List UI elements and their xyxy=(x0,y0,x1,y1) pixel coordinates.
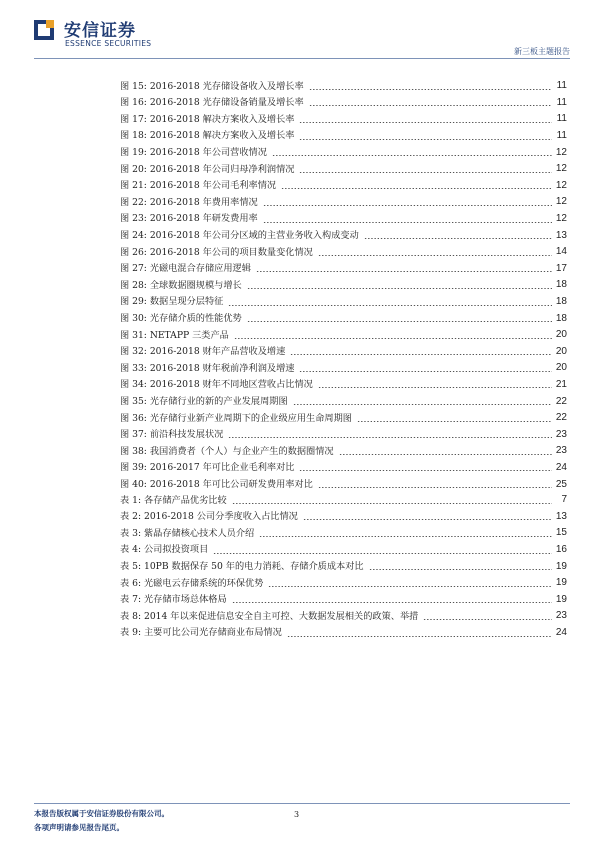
toc-entry-title: 图 40: 2016-2018 年可比公司研发费用率对比 xyxy=(120,478,313,490)
toc-entry-title: 图 20: 2016-2018 年公司归母净利润情况 xyxy=(120,163,295,175)
page-number: 3 xyxy=(294,810,300,819)
toc-entry-page: 22 xyxy=(555,412,567,424)
toc-entry-title: 表 7: 光存储市场总体格局 xyxy=(120,594,227,606)
toc-entry-page: 23 xyxy=(555,428,567,440)
toc-entry-page: 23 xyxy=(555,445,567,457)
dot-leader xyxy=(293,404,552,405)
toc-entry-page: 19 xyxy=(555,593,567,605)
figure-toc-entry[interactable] xyxy=(120,211,567,228)
figure-toc-entry[interactable] xyxy=(120,128,567,145)
table-index xyxy=(120,492,567,641)
toc-entry-title: 图 31: NETAPP 三类产品 xyxy=(120,329,229,341)
figure-toc-entry[interactable] xyxy=(120,443,567,460)
toc-entry-page: 11 xyxy=(556,80,567,92)
figure-toc-entry[interactable] xyxy=(120,277,567,294)
toc-entry-title: 图 38: 我国消费者（个人）与企业产生的数据圈情况 xyxy=(120,445,334,457)
toc-entry-page: 17 xyxy=(555,262,567,274)
toc-entry-title: 图 37: 前沿科技发展状况 xyxy=(120,429,224,441)
toc-entry-title: 图 39: 2016-2017 年可比企业毛利率对比 xyxy=(120,462,295,474)
dot-leader xyxy=(256,271,552,272)
table-toc-entry[interactable] xyxy=(120,608,567,625)
toc-entry-title: 图 32: 2016-2018 财年产品营收及增速 xyxy=(120,346,286,358)
figure-toc-entry[interactable] xyxy=(120,393,567,410)
figure-toc-entry[interactable] xyxy=(120,310,567,327)
toc-entry-page: 24 xyxy=(555,627,567,639)
dot-leader xyxy=(272,155,552,156)
dot-leader xyxy=(318,487,552,488)
copyright-note: 本报告版权属于安信证券股份有限公司。 xyxy=(34,809,169,818)
toc-entry-title: 表 4: 公司拟投资项目 xyxy=(120,544,209,556)
toc-entry-page: 15 xyxy=(555,527,567,539)
toc-entry-page: 11 xyxy=(556,113,567,125)
toc-entry-page: 18 xyxy=(555,312,567,324)
figure-toc-entry[interactable] xyxy=(120,327,567,344)
toc-entry-page: 19 xyxy=(555,560,567,572)
table-toc-entry[interactable] xyxy=(120,575,567,592)
figure-toc-entry[interactable] xyxy=(120,111,567,128)
report-type: 新三板主题报告 xyxy=(514,47,570,56)
toc-entry-page: 13 xyxy=(555,510,567,522)
toc-entry-page: 12 xyxy=(555,163,567,175)
figure-index xyxy=(120,78,567,493)
dot-leader xyxy=(299,122,552,123)
figure-toc-entry[interactable] xyxy=(120,410,567,427)
table-toc-entry[interactable] xyxy=(120,509,567,526)
toc-entry-title: 图 30: 光存储介质的性能优势 xyxy=(120,313,242,324)
figure-toc-entry[interactable] xyxy=(120,426,567,443)
dot-leader xyxy=(299,371,552,372)
table-toc-entry[interactable] xyxy=(120,492,567,509)
toc-entry-title: 图 19: 2016-2018 年公司营收情况 xyxy=(120,147,267,159)
toc-entry-title: 图 22: 2016-2018 年费用率情况 xyxy=(120,196,258,208)
brand-name-en: ESSENCE SECURITIES xyxy=(65,39,152,48)
toc-entry-title: 表 6: 光磁电云存储系统的环保优势 xyxy=(120,577,264,589)
toc-entry-page: 12 xyxy=(555,179,567,191)
figure-toc-entry[interactable] xyxy=(120,460,567,477)
dot-leader xyxy=(232,602,552,603)
toc-entry-page: 12 xyxy=(555,146,567,158)
dot-leader xyxy=(303,519,552,520)
figure-toc-entry[interactable] xyxy=(120,161,567,178)
toc-entry-title: 表 8: 2014 年以来促进信息安全自主可控、大数据发展相关的政策、举措 xyxy=(120,610,419,622)
dot-leader xyxy=(281,188,552,189)
dot-leader xyxy=(299,172,552,173)
dot-leader xyxy=(263,222,552,223)
toc-entry-title: 图 29: 数据呈现分层特征 xyxy=(120,296,224,308)
figure-toc-entry[interactable] xyxy=(120,178,567,195)
dot-leader xyxy=(369,569,552,570)
dot-leader xyxy=(339,454,552,455)
figure-toc-entry[interactable] xyxy=(120,244,567,261)
toc-entry-page: 19 xyxy=(555,577,567,589)
figure-toc-entry[interactable] xyxy=(120,360,567,377)
toc-entry-page: 12 xyxy=(555,213,567,225)
dot-leader xyxy=(357,421,552,422)
toc-entry-page: 20 xyxy=(555,362,567,374)
table-toc-entry[interactable] xyxy=(120,525,567,542)
toc-entry-page: 11 xyxy=(556,96,567,108)
toc-entry-title: 图 21: 2016-2018 年公司毛利率情况 xyxy=(120,180,277,192)
header-divider xyxy=(34,58,570,59)
toc-entry-page: 20 xyxy=(555,345,567,357)
toc-entry-title: 图 24: 2016-2018 年公司分区域的主营业务收入构成变动 xyxy=(120,230,359,242)
dot-leader xyxy=(228,305,552,306)
figure-toc-entry[interactable] xyxy=(120,294,567,311)
dot-leader xyxy=(234,338,552,339)
dot-leader xyxy=(318,387,552,388)
toc-entry-page: 7 xyxy=(561,494,567,506)
dot-leader xyxy=(263,205,552,206)
toc-entry-page: 18 xyxy=(555,279,567,291)
dot-leader xyxy=(259,536,552,537)
figure-toc-entry[interactable] xyxy=(120,78,567,95)
dot-leader xyxy=(299,470,552,471)
table-toc-entry[interactable] xyxy=(120,542,567,559)
toc-entry-title: 图 18: 2016-2018 解决方案收入及增长率 xyxy=(120,130,295,142)
essence-logo-icon xyxy=(34,20,54,40)
toc-entry-page: 24 xyxy=(555,461,567,473)
toc-entry-page: 18 xyxy=(555,296,567,308)
figure-toc-entry[interactable] xyxy=(120,95,567,112)
figure-toc-entry[interactable] xyxy=(120,377,567,394)
toc-entry-title: 图 36: 光存储行业新产业周期下的企业级应用生命周期图 xyxy=(120,412,352,424)
dot-leader xyxy=(228,437,552,438)
toc-entry-page: 21 xyxy=(555,378,567,390)
toc-entry-title: 图 17: 2016-2018 解决方案收入及增长率 xyxy=(120,113,295,125)
dot-leader xyxy=(287,636,552,637)
toc-entry-title: 图 27: 光磁电混合存储应用逻辑 xyxy=(120,263,251,275)
dot-leader xyxy=(247,288,552,289)
dot-leader xyxy=(299,139,552,140)
dot-leader xyxy=(309,105,552,106)
toc-entry-title: 表 3: 紫晶存储核心技术人员介绍 xyxy=(120,527,255,539)
toc-entry-page: 20 xyxy=(555,329,567,341)
toc-entry-title: 表 5: 10PB 数据保存 50 年的电力消耗、存储介质成本对比 xyxy=(120,561,364,573)
figure-toc-entry[interactable] xyxy=(120,476,567,493)
dot-leader xyxy=(247,321,552,322)
footer-divider xyxy=(34,803,570,804)
toc-entry-page: 12 xyxy=(555,196,567,208)
toc-entry-page: 22 xyxy=(555,395,567,407)
toc-entry-title: 图 34: 2016-2018 财年不同地区营收占比情况 xyxy=(120,379,313,391)
figure-toc-entry[interactable] xyxy=(120,261,567,278)
dot-leader xyxy=(318,255,552,256)
page-header xyxy=(0,0,600,60)
toc-entry-title: 表 1: 各存储产品优劣比较 xyxy=(120,494,227,506)
toc-entry-title: 图 16: 2016-2018 光存储设备销量及增长率 xyxy=(120,97,304,109)
toc-entry-title: 表 9: 主要可比公司光存储商业布局情况 xyxy=(120,627,282,639)
table-toc-entry[interactable] xyxy=(120,558,567,575)
dot-leader xyxy=(364,238,552,239)
toc-entry-title: 图 33: 2016-2018 财年税前净利润及增速 xyxy=(120,362,295,374)
dot-leader xyxy=(268,586,552,587)
toc-entry-title: 图 26: 2016-2018 年公司的项目数量变化情况 xyxy=(120,246,313,258)
toc-entry-title: 图 15: 2016-2018 光存储设备收入及增长率 xyxy=(120,80,304,92)
dot-leader xyxy=(232,503,552,504)
toc-entry-title: 图 23: 2016-2018 年研发费用率 xyxy=(120,213,258,225)
dot-leader xyxy=(213,553,552,554)
toc-entry-page: 16 xyxy=(555,544,567,556)
figure-toc-entry[interactable] xyxy=(120,194,567,211)
dot-leader xyxy=(290,354,552,355)
table-toc-entry[interactable] xyxy=(120,625,567,642)
toc-entry-title: 图 28: 全球数据圈规模与增长 xyxy=(120,279,242,291)
dot-leader xyxy=(309,89,552,90)
figure-toc-entry[interactable] xyxy=(120,227,567,244)
figure-toc-entry[interactable] xyxy=(120,344,567,361)
disclaimer-note: 各项声明请参见报告尾页。 xyxy=(34,823,124,832)
toc-entry-title: 图 35: 光存储行业的新的产业发展周期图 xyxy=(120,395,288,407)
table-toc-entry[interactable] xyxy=(120,592,567,609)
brand-name-cn: 安信证券 xyxy=(64,21,136,41)
toc-entry-page: 23 xyxy=(555,610,567,622)
toc-entry-page: 25 xyxy=(555,478,567,490)
toc-entry-title: 表 2: 2016-2018 公司分季度收入占比情况 xyxy=(120,511,298,523)
figure-toc-entry[interactable] xyxy=(120,144,567,161)
toc-entry-page: 11 xyxy=(556,130,567,142)
toc-entry-page: 14 xyxy=(555,246,567,258)
toc-entry-page: 13 xyxy=(555,229,567,241)
dot-leader xyxy=(423,619,552,620)
